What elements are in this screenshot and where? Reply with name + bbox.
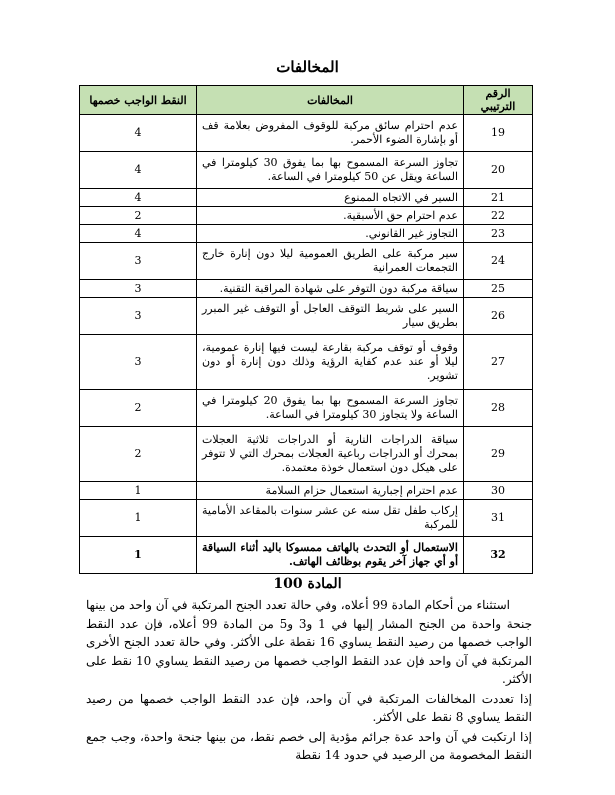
article-paragraph: إذا ارتكبت في آن واحد عدة جرائم مؤدية إلى خصم نقط، من بينها جنحة واحدة، وجب جمع النقط المخصومة من الرصيد في حدود 14 نقطة	[86, 729, 532, 762]
row-number: 29	[464, 427, 533, 482]
row-points: 1	[80, 482, 197, 500]
row-number: 32	[464, 537, 533, 574]
table-row	[80, 427, 533, 482]
row-description: سياقة الدراجات النارية أو الدراجات ثلاثية العجلات بمحرك أو الدراجات رباعية العجلات بمحرك التي لا تتوفر على هيكل دون استعمال خوذة معتمدة.	[197, 427, 464, 482]
table-row	[80, 280, 533, 298]
row-points: 4	[80, 189, 197, 207]
row-points: 3	[80, 298, 197, 335]
violations-table	[79, 85, 533, 574]
table-row	[80, 500, 533, 537]
row-description: سير مركبة على الطريق العمومية ليلا دون إنارة خارج التجمعات العمرانية	[197, 243, 464, 280]
row-points: 1	[80, 500, 197, 537]
row-points: 4	[80, 225, 197, 243]
table-row	[80, 390, 533, 427]
row-number: 22	[464, 207, 533, 225]
row-points: 2	[80, 390, 197, 427]
row-number: 19	[464, 115, 533, 152]
table-header-row	[80, 86, 533, 115]
row-description: الاستعمال أو التحدث بالهاتف ممسوكا باليد أثناء السياقة أو أي جهاز آخر يقوم بوظائف الهاتف.	[197, 537, 464, 574]
row-number: 30	[464, 482, 533, 500]
row-description: التجاوز غير القانوني.	[197, 225, 464, 243]
table-row	[80, 189, 533, 207]
table-row	[80, 335, 533, 390]
row-description: تجاوز السرعة المسموح بها بما يفوق 20 كيلومترا في الساعة ولا يتجاوز 30 كيلومترا في الساعة.	[197, 390, 464, 427]
row-number: 26	[464, 298, 533, 335]
row-description: تجاوز السرعة المسموح بها بما يفوق 30 كيلومترا في الساعة ويقل عن 50 كيلومترا في الساعة.	[197, 152, 464, 189]
row-points: 1	[80, 537, 197, 574]
table-row	[80, 537, 533, 574]
row-description: السير في الاتجاه الممنوع	[197, 189, 464, 207]
row-number: 21	[464, 189, 533, 207]
row-number: 23	[464, 225, 533, 243]
table-row	[80, 207, 533, 225]
table-row	[80, 298, 533, 335]
table-body	[80, 115, 533, 574]
table-row	[80, 482, 533, 500]
row-description: عدم احترام حق الأسبقية.	[197, 207, 464, 225]
table-row	[80, 115, 533, 152]
article-paragraph: استثناء من أحكام المادة 99 أعلاه، وفي حالة تعدد الجنح المرتكبة في آن واحد من بينها جنحة واحدة من الجنح المشار إليها في 1 و3 و5 من المادة 99 أعلاه، فإن عدد النقط الواجب خصمها من رصيد النقط يساوي 16 نقطة على الأكثر. وفي حالة تعدد الجنح الأخرى المرتكبة في آن واحد فإن عدد النقط الواجب خصمها من رصيد النقط يساوي 10 نقط على الأكثر.	[86, 598, 533, 686]
article-paragraph: إذا تعددت المخالفات المرتكبة في آن واحد، فإن عدد النقط الواجب خصمها من رصيد النقط يساوي 8 نقط على الأكثر.	[86, 691, 532, 724]
row-number: 28	[464, 390, 533, 427]
row-number: 31	[464, 500, 533, 537]
row-description: السير على شريط التوقف العاجل أو التوقف غير المبرر بطريق سيار	[197, 298, 464, 335]
row-points: 4	[80, 115, 197, 152]
row-points: 4	[80, 152, 197, 189]
header-pts: النقط الواجب خصمها	[80, 86, 197, 115]
article-body	[86, 596, 532, 766]
row-description: عدم احترام سائق مركبة للوقوف المفروض بعلامة قف أو بإشارة الضوء الأحمر.	[197, 115, 464, 152]
row-description: وقوف أو توقف مركبة بقارعة ليست فيها إنارة عمومية، ليلا أو عند عدم كفاية الرؤية وذلك دون إنارة أو دون تشوير.	[197, 335, 464, 390]
row-description: إركاب طفل تقل سنه عن عشر سنوات بالمقاعد الأمامية للمركبة	[197, 500, 464, 537]
article-title: المادة 100	[273, 576, 342, 592]
row-points: 3	[80, 335, 197, 390]
page-title: المخالفات	[276, 58, 339, 76]
table-row	[80, 243, 533, 280]
table-row	[80, 152, 533, 189]
row-description: سياقة مركبة دون التوفر على شهادة المراقبة التقنية.	[197, 280, 464, 298]
table-row	[80, 225, 533, 243]
row-points: 2	[80, 207, 197, 225]
row-points: 3	[80, 243, 197, 280]
row-points: 3	[80, 280, 197, 298]
row-number: 25	[464, 280, 533, 298]
header-num: الرقم الترتيبي	[464, 86, 533, 115]
header-desc: المخالفات	[197, 86, 464, 115]
row-number: 24	[464, 243, 533, 280]
row-number: 20	[464, 152, 533, 189]
row-description: عدم احترام إجبارية استعمال حزام السلامة	[197, 482, 464, 500]
row-points: 2	[80, 427, 197, 482]
row-number: 27	[464, 335, 533, 390]
